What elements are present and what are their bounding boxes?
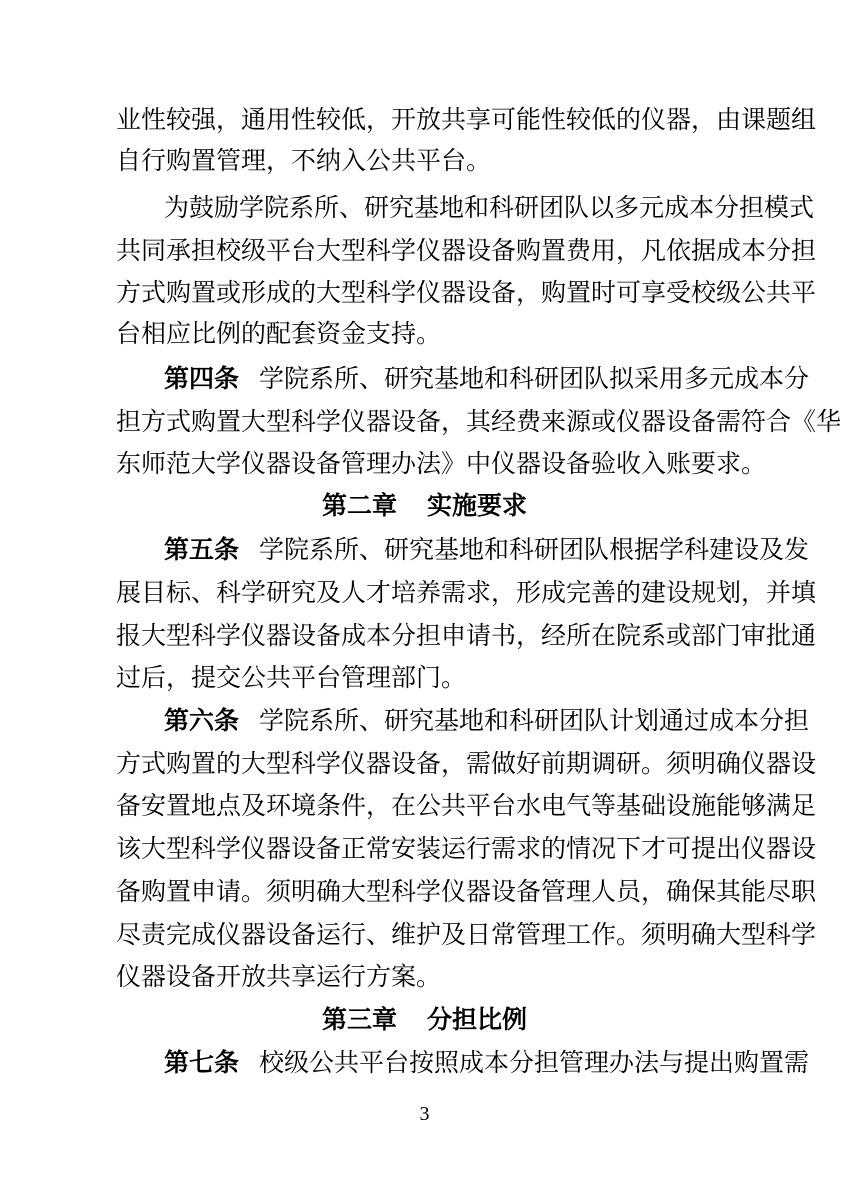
article-5-text: 学院系所、研究基地和科研团队根据学科建设及发 [259,535,810,564]
text-line: 自行购置管理，不纳入公共平台。 [116,146,492,175]
article-4-line [0,362,849,396]
text-line: 共同承担校级平台大型科学仪器设备购置费用，凡依据成本分担 [116,236,817,265]
article-5-line [0,533,849,567]
article-6-line [0,704,849,738]
text-line: 过后，提交公共平台管理部门。 [116,663,467,692]
text-line: 东师范大学仪器设备管理办法》中仪器设备验收入账要求。 [116,449,767,478]
page-number: 3 [419,1103,430,1125]
text-line: 尽责完成仪器设备运行、维护及日常管理工作。须明确大型科学 [116,920,817,949]
chapter-2-number: 第二章 [321,491,397,520]
chapter-2-title: 实施要求 [427,491,528,520]
article-4-text: 学院系所、研究基地和科研团队拟采用多元成本分 [259,364,810,393]
text-line: 业性较强，通用性较低，开放共享可能性较低的仪器，由课题组 [116,105,817,134]
text-line: 方式购置的大型科学仪器设备，需做好前期调研。须明确仪器设 [116,749,817,778]
chapter-2-heading [0,489,849,523]
text-line: 备安置地点及环境条件，在公共平台水电气等基础设施能够满足 [116,791,817,820]
article-6-text: 学院系所、研究基地和科研团队计划通过成本分担 [259,706,810,735]
text-line: 为鼓励学院系所、研究基地和科研团队以多元成本分担模式 [164,193,815,222]
article-4-label: 第四条 [164,364,240,393]
chapter-3-number: 第三章 [321,1005,397,1034]
text-line: 仪器设备开放共享运行方案。 [116,962,442,991]
article-7-line [0,1046,849,1080]
text-line: 展目标、科学研究及人才培养需求，形成完善的建设规划，并填 [116,578,817,607]
text-line: 方式购置或形成的大型科学仪器设备，购置时可享受校级公共平 [116,278,817,307]
text-line: 该大型科学仪器设备正常安装运行需求的情况下才可提出仪器设 [116,834,817,863]
article-7-label: 第七条 [164,1048,240,1077]
chapter-3-title: 分担比例 [427,1005,528,1034]
text-line: 担方式购置大型科学仪器设备，其经费来源或仪器设备需符合《华 [116,407,842,436]
article-6-label: 第六条 [164,706,240,735]
chapter-3-heading [0,1003,849,1037]
text-line: 报大型科学仪器设备成本分担申请书，经所在院系或部门审批通 [116,621,817,650]
text-line: 台相应比例的配套资金支持。 [116,319,442,348]
article-5-label: 第五条 [164,535,240,564]
article-7-text: 校级公共平台按照成本分担管理办法与提出购置需 [259,1048,810,1077]
text-line: 备购置申请。须明确大型科学仪器设备管理人员，确保其能尽职 [116,877,817,906]
